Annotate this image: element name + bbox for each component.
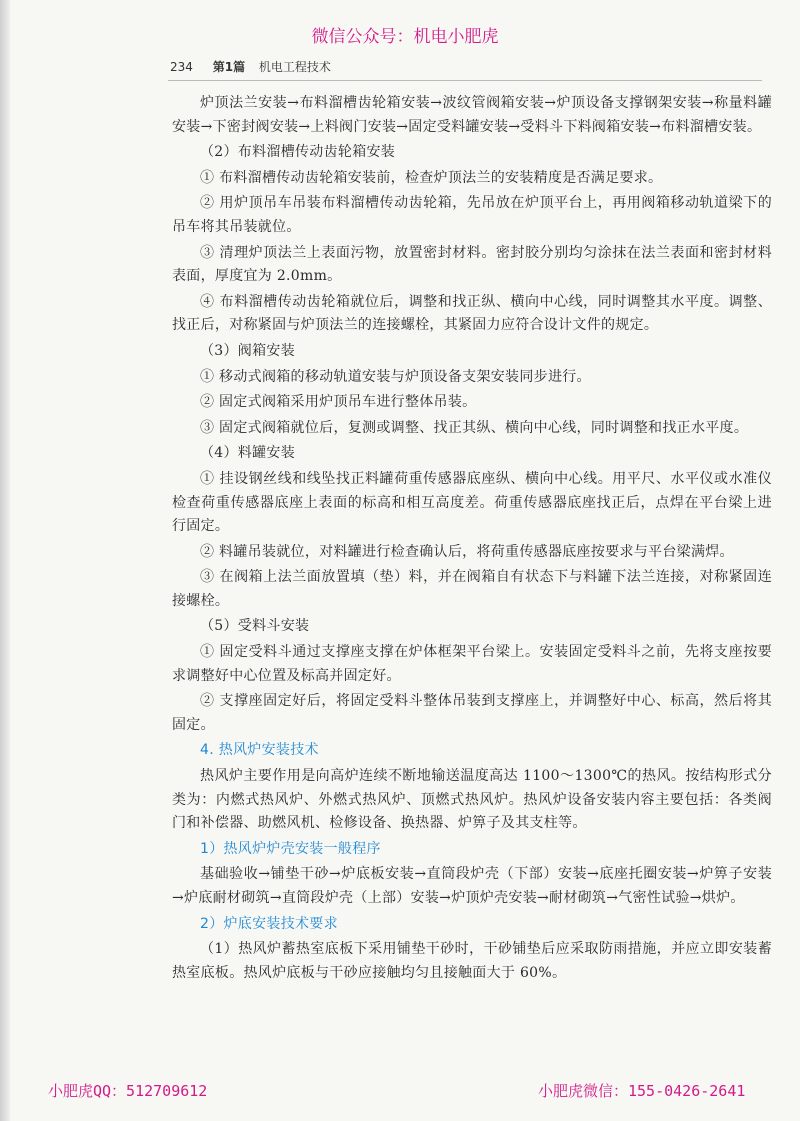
document-page [10, 0, 800, 1121]
paragraph: （1）热风炉蓄热室底板下采用铺垫干砂时，干砂铺垫后应采取防雨措施，并应立即安装蓄热室底板。热风炉底板与干砂应接触均匀且接触面大于 60%。 [172, 941, 772, 981]
book-spine-shadow [0, 0, 10, 1121]
paragraph: 热风炉主要作用是向高炉连续不断地输送温度高达 1100～1300℃的热风。按结构形式分类为：内燃式热风炉、外燃式热风炉、顶燃式热风炉。热风炉设备安装内容主要包括：各类阀门和补偿器、助燃风机、检修设备、换热器、炉箅子及其支柱等。 [172, 768, 772, 832]
paragraph: ③ 固定式阀箱就位后，复测或调整、找正其纵、横向中心线，同时调整和找正水平度。 [200, 419, 749, 436]
paragraph: （4）料罐安装 [200, 445, 296, 462]
paragraph: 基础验收→铺垫干砂→炉底板安装→直筒段炉壳（下部）安装→底座托圈安装→炉箅子安装→炉底耐材砌筑→直筒段炉壳（上部）安装→炉顶炉壳安装→耐材砌筑→气密性试验→烘炉。 [172, 866, 772, 906]
paragraph: ① 固定受料斗通过支撑座支撑在炉体框架平台梁上。安装固定受料斗之前，先将支座按要求调整好中心位置及标高并固定好。 [172, 644, 772, 684]
paragraph: ③ 清理炉顶法兰上表面污物，放置密封材料。密封胶分别均匀涂抹在法兰表面和密封材料表面，厚度宜为 2.0mm。 [172, 244, 772, 285]
section-heading: 2）炉底安装技术要求 [200, 915, 338, 932]
section-heading: 4. 热风炉安装技术 [200, 742, 319, 759]
paragraph: ③ 在阀箱上法兰面放置填（垫）料，并在阀箱自有状态下与料罐下法兰连接，对称紧固连接螺栓。 [172, 569, 772, 609]
running-header [170, 58, 331, 75]
paragraph: ② 用炉顶吊车吊装布料溜槽传动齿轮箱，先吊放在炉顶平台上，再用阀箱移动轨道梁下的吊车将其吊装就位。 [172, 195, 772, 235]
page-number: 234 [170, 60, 193, 74]
header-rule [168, 80, 762, 81]
paragraph: ② 支撑座固定好后，将固定受料斗整体吊装到支撑座上，并调整好中心、标高，然后将其固定。 [172, 693, 772, 733]
section-title: 机电工程技术 [258, 60, 331, 74]
paragraph: （2）布料溜槽传动齿轮箱安装 [200, 144, 396, 161]
paragraph: （3）阀箱安装 [200, 342, 296, 359]
paragraph: （5）受料斗安装 [200, 618, 310, 635]
body-text [172, 92, 772, 987]
paragraph: ② 固定式阀箱采用炉顶吊车进行整体吊装。 [200, 394, 477, 411]
watermark-bottom-right: 小肥虎微信：155-0426-2641 [538, 1082, 746, 1100]
paragraph: ④ 布料溜槽传动齿轮箱就位后，调整和找正纵、横向中心线，同时调整其水平度。调整、找正后，对称紧固与炉顶法兰的连接螺栓，其紧固力应符合设计文件的规定。 [172, 293, 772, 334]
watermark-bottom-left: 小肥虎QQ：512709612 [48, 1082, 208, 1100]
paragraph: ① 移动式阀箱的移动轨道安装与炉顶设备支架安装同步进行。 [200, 368, 591, 385]
paragraph: ① 挂设钢丝线和线坠找正料罐荷重传感器底座纵、横向中心线。用平尺、水平仪或水准仪检查荷重传感器底座上表面的标高和相互高度差。荷重传感器底座找正后，点焊在平台梁上进行固定。 [172, 470, 772, 535]
watermark-top: 微信公众号：机电小肥虎 [311, 27, 499, 47]
paragraph: 炉顶法兰安装→布料溜槽齿轮箱安装→波纹管阀箱安装→炉顶设备支撑钢架安装→称量料罐安装→下密封阀安装→上料阀门安装→固定受料罐安装→受料斗下料阀箱安装→布料溜槽安装。 [172, 95, 772, 135]
section-heading: 1）热风炉炉壳安装一般程序 [200, 840, 381, 857]
paragraph: ① 布料溜槽传动齿轮箱安装前，检查炉顶法兰的安装精度是否满足要求。 [200, 169, 663, 186]
part-label: 第1篇 [212, 60, 246, 74]
paragraph: ② 料罐吊装就位，对料罐进行检查确认后，将荷重传感器底座按要求与平台梁满焊。 [200, 543, 734, 560]
